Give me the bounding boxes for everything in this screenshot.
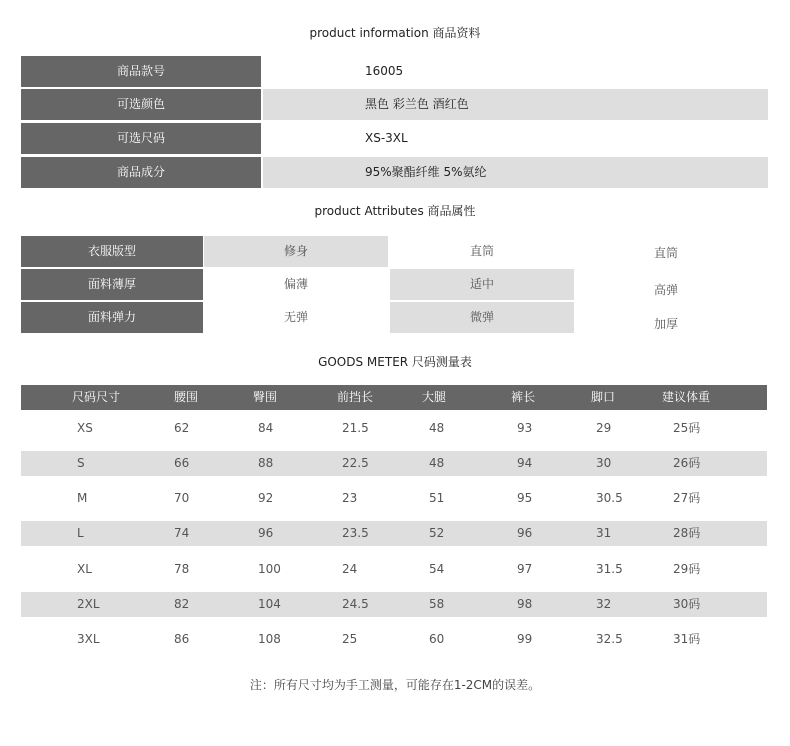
size-cell: 24	[342, 562, 358, 576]
info-row-sizes	[21, 123, 768, 154]
size-cell: 104	[258, 597, 281, 611]
size-cell: 32	[596, 597, 612, 611]
size-cell: 94	[517, 456, 533, 470]
attr-cell: 直筒	[653, 246, 678, 260]
size-cell: 84	[258, 421, 274, 435]
size-cell: 28码	[673, 526, 701, 540]
table-row	[21, 592, 767, 617]
size-cell: 62	[174, 421, 190, 435]
size-cell: 58	[429, 597, 445, 611]
info-value: 16005	[365, 64, 404, 78]
size-cell: S	[77, 456, 85, 470]
size-cell: 48	[429, 456, 445, 470]
table-row	[21, 521, 767, 546]
attr-cell: 修身	[204, 236, 388, 267]
size-cell: 54	[429, 562, 445, 576]
attr-cell: 微弹	[390, 302, 574, 333]
size-cell: L	[77, 526, 84, 540]
size-cell: 88	[258, 456, 274, 470]
size-cell: 95	[517, 491, 533, 505]
table-row	[21, 557, 767, 582]
table-row	[21, 416, 767, 441]
size-cell: 30	[596, 456, 612, 470]
size-cell: XS	[77, 421, 93, 435]
size-header-cell: 臀围	[253, 390, 278, 404]
info-row-material	[21, 157, 768, 188]
size-chart-title: GOODS METER 尺码测量表	[318, 355, 472, 369]
size-cell: 23	[342, 491, 358, 505]
size-cell: 31.5	[596, 562, 623, 576]
size-cell: 26码	[673, 456, 701, 470]
size-cell: 60	[429, 632, 445, 646]
size-cell: 70	[174, 491, 190, 505]
size-cell: 74	[174, 526, 190, 540]
size-cell: 99	[517, 632, 533, 646]
attr-cell: 加厚	[653, 317, 678, 331]
size-cell: 96	[517, 526, 533, 540]
size-cell: 48	[429, 421, 445, 435]
size-cell: 108	[258, 632, 281, 646]
info-value: 95%聚酯纤维 5%氨纶	[263, 157, 768, 188]
info-label: 商品款号	[21, 56, 261, 87]
size-cell: 2XL	[77, 597, 100, 611]
size-cell: 29	[596, 421, 612, 435]
size-cell: 100	[258, 562, 281, 576]
size-header-cell: 裤长	[511, 390, 536, 404]
info-value: 黑色 彩兰色 酒红色	[263, 89, 768, 120]
size-cell: 82	[174, 597, 190, 611]
size-header-cell: 前挡长	[337, 390, 374, 404]
size-cell: 30.5	[596, 491, 623, 505]
size-cell: 66	[174, 456, 190, 470]
product-information-title: product information 商品资料	[309, 26, 481, 40]
product-attributes-title: product Attributes 商品属性	[314, 204, 476, 218]
size-cell: 29码	[673, 562, 701, 576]
size-cell: 3XL	[77, 632, 100, 646]
attr-cell: 高弹	[653, 283, 678, 297]
size-cell: 23.5	[342, 526, 369, 540]
size-cell: 22.5	[342, 456, 369, 470]
attr-label-elasticity: 面料弹力	[21, 302, 203, 333]
info-row-style-no	[21, 56, 768, 87]
size-cell: 97	[517, 562, 533, 576]
size-cell: 78	[174, 562, 190, 576]
measurement-note: 注：所有尺寸均为手工测量，可能存在1-2CM的误差。	[249, 678, 541, 692]
table-row	[21, 627, 767, 652]
table-row	[21, 451, 767, 476]
size-cell: 32.5	[596, 632, 623, 646]
size-cell: 25码	[673, 421, 701, 435]
size-cell: 30码	[673, 597, 701, 611]
info-value: XS-3XL	[365, 131, 408, 145]
size-cell: 24.5	[342, 597, 369, 611]
size-cell: 98	[517, 597, 533, 611]
size-header-cell: 大腿	[422, 390, 447, 404]
size-cell: 25	[342, 632, 358, 646]
size-cell: 86	[174, 632, 190, 646]
size-cell: 51	[429, 491, 445, 505]
size-cell: 27码	[673, 491, 701, 505]
size-header-cell: 建议体重	[662, 390, 711, 404]
size-cell: 92	[258, 491, 274, 505]
size-cell: 31	[596, 526, 612, 540]
size-header-cell: 脚口	[591, 390, 616, 404]
attr-label-thickness: 面料薄厚	[21, 269, 203, 300]
attr-cell: 无弹	[283, 310, 308, 324]
size-table-header	[21, 385, 767, 410]
size-cell: 96	[258, 526, 274, 540]
attr-cell: 适中	[390, 269, 574, 300]
size-cell: 93	[517, 421, 533, 435]
table-row	[21, 486, 767, 511]
size-cell: 52	[429, 526, 445, 540]
size-cell: 21.5	[342, 421, 369, 435]
attr-cell: 直筒	[469, 244, 494, 258]
info-label: 可选颜色	[21, 89, 261, 120]
size-header-cell: 腰围	[174, 390, 199, 404]
size-cell: XL	[77, 562, 92, 576]
attr-label-fit: 衣服版型	[21, 236, 203, 267]
size-cell: 31码	[673, 632, 701, 646]
info-row-colors	[21, 89, 768, 120]
size-cell: M	[77, 491, 88, 505]
info-label: 可选尺码	[21, 123, 261, 154]
size-header-cell: 尺码尺寸	[72, 390, 121, 404]
attr-cell: 偏薄	[283, 277, 308, 291]
info-label: 商品成分	[21, 157, 261, 188]
